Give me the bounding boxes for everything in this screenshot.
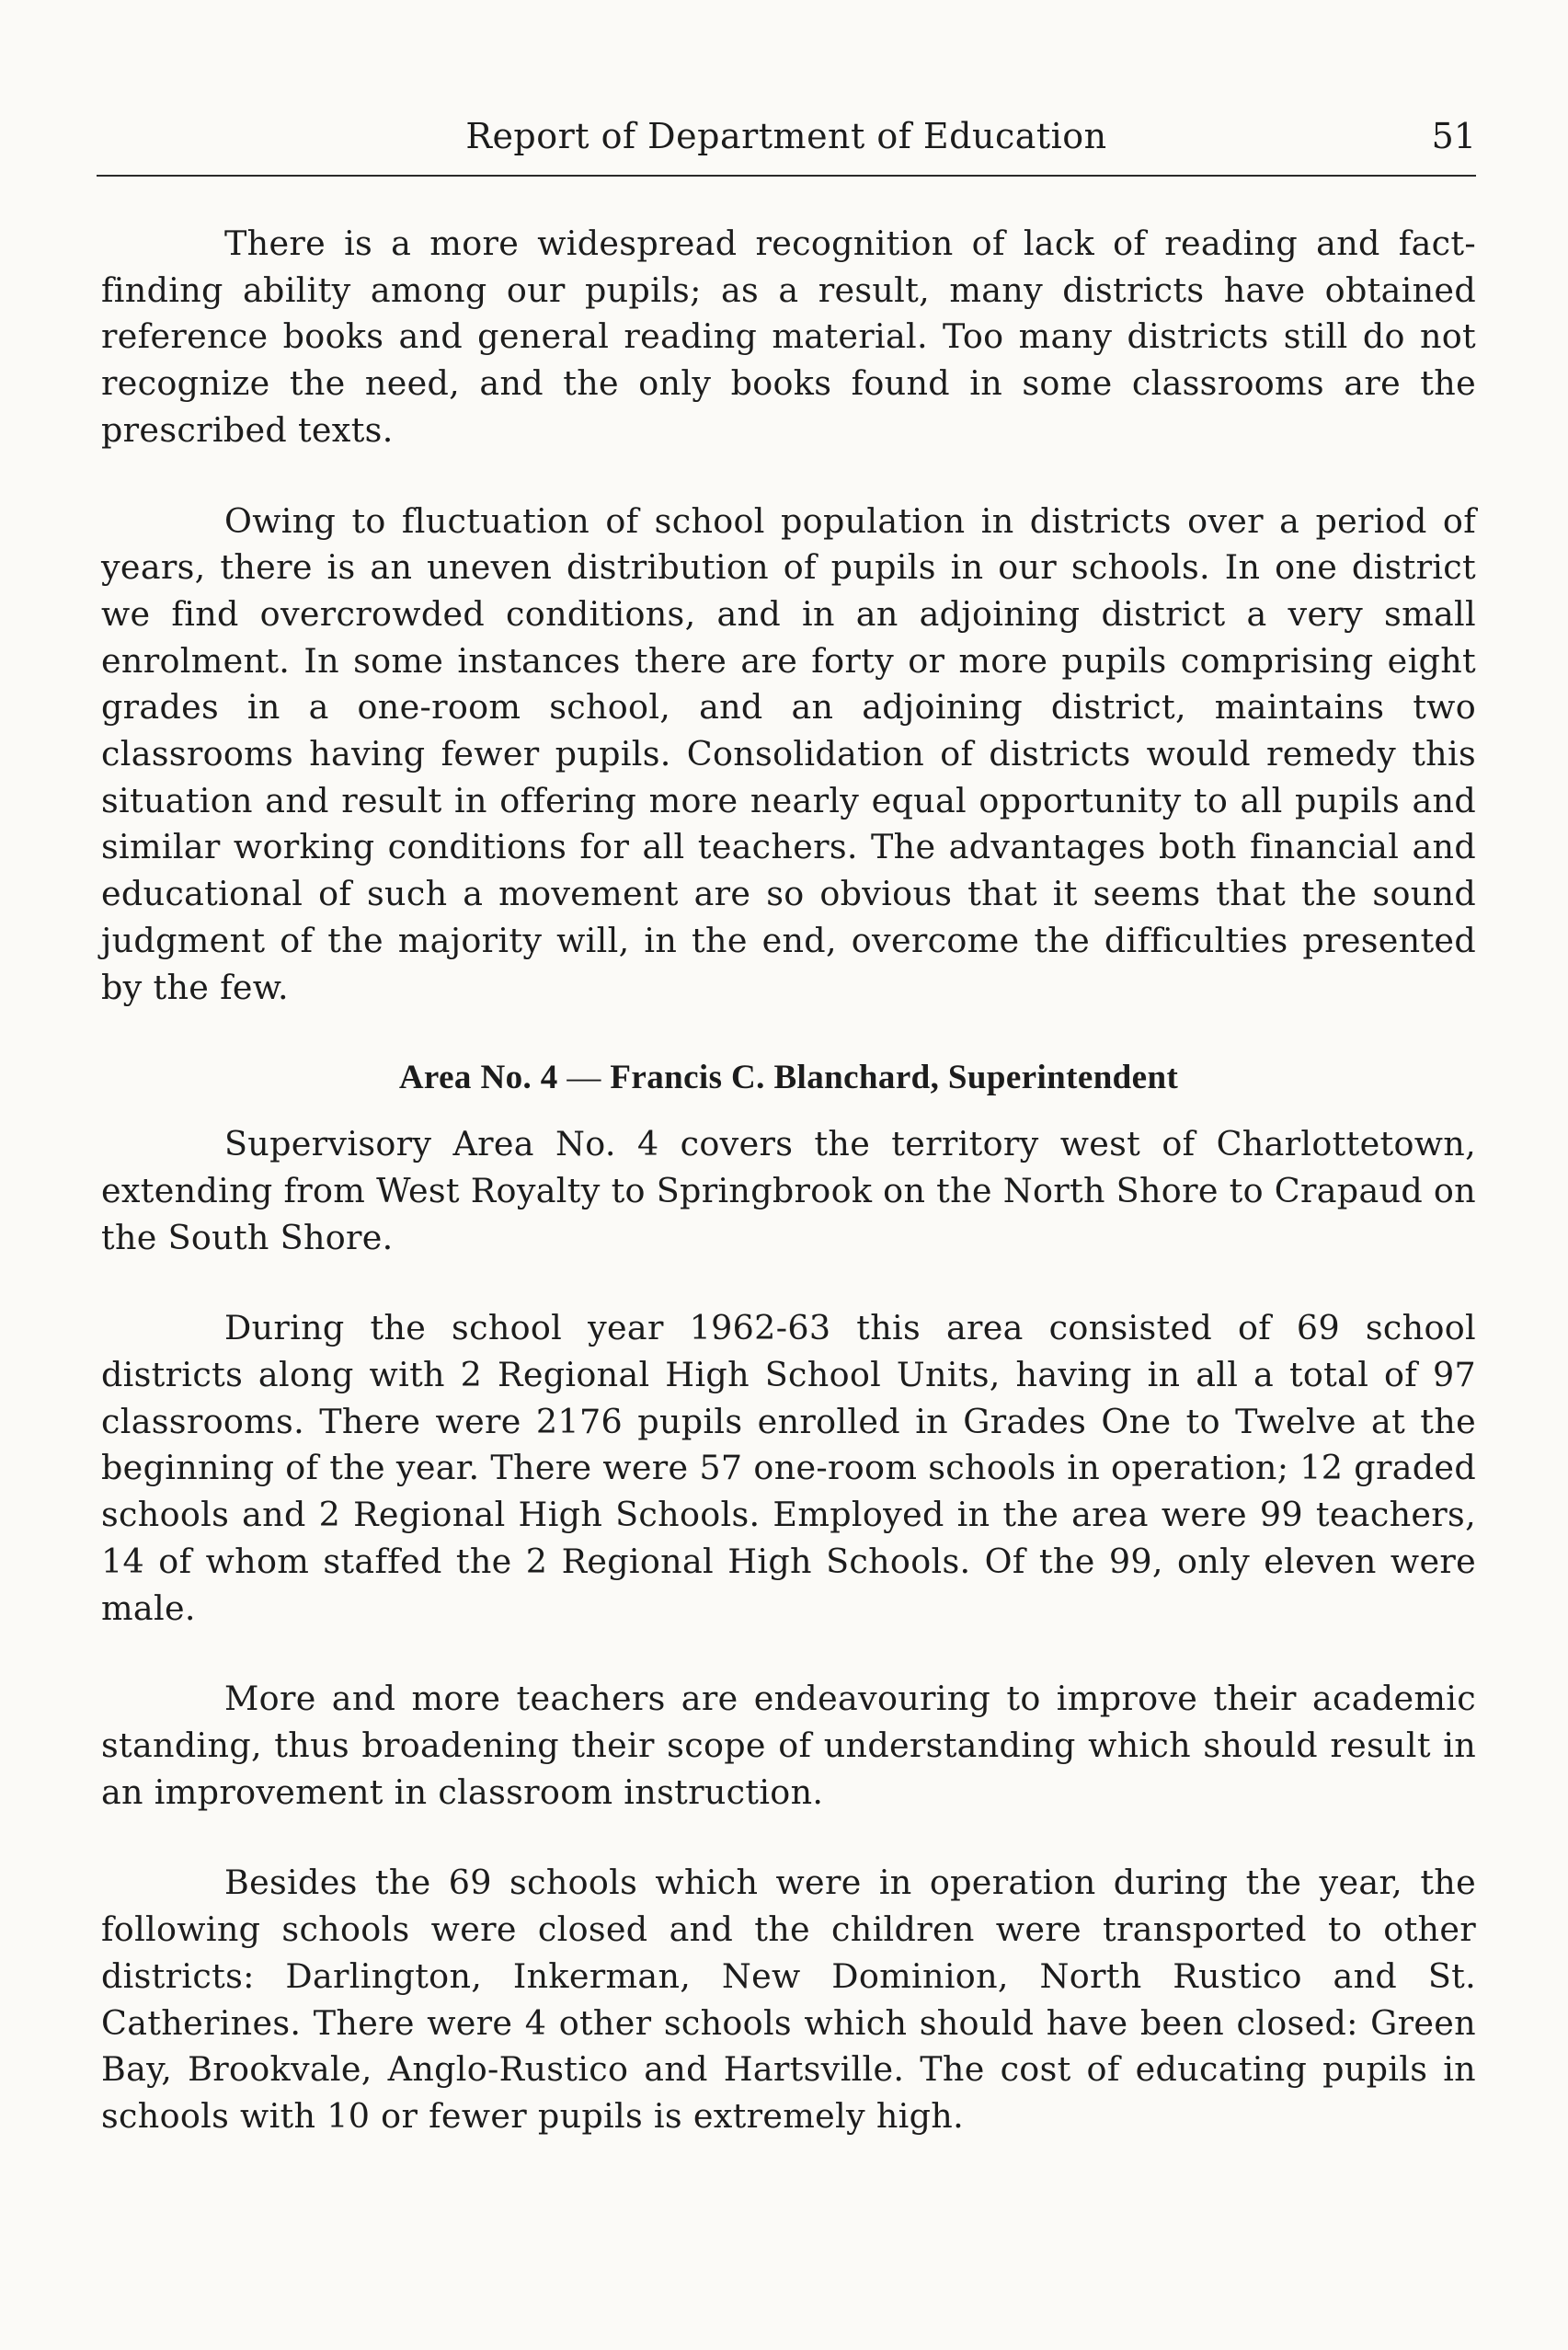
paragraph-school-year-statistics: During the school year 1962-63 this area consisted of 69 school districts along with 2 Regional High School Units, having in all a total of 97 classrooms. There were 2176 pupils enrolled in Grades One to Twelve at the beginning of the year. There were 57 one-room schools in operation; 12 graded schools and 2 Regional High Schools. Employed in the area were 99 teachers, 14 of whom staffed the 2 Regional High Schools. Of the 99, only eleven were male.	[101, 1308, 1476, 1628]
area-label: Area No. 4	[398, 1059, 558, 1097]
paragraph-teacher-standing: More and more teachers are endeavouring to improve their academic standing, thus broadening their scope of understanding which should result in an improvement in classroom instruction.	[101, 1679, 1476, 1812]
running-title: Report of Department of Education	[465, 116, 1107, 156]
superintendent-name: Francis C. Blanchard, Superintendent	[610, 1059, 1179, 1097]
page-body	[101, 221, 1476, 2184]
page-number: 51	[1431, 116, 1476, 156]
header-rule	[97, 175, 1476, 177]
paragraph-school-population: Owing to fluctuation of school population in districts over a period of years, there is an uneven distribution of pupils in our schools. In one district we find overcrowded conditions, and in an adjoining district a very small enrolment. In some instances there are forty or more pupils comprising eight grades in a one-room school, and an adjoining district, maintains two classrooms having fewer pupils. Consolidation of districts would remedy this situation and result in offering more nearly equal opportunity to all pupils and similar working conditions for all teachers. The advantages both financial and educational of such a movement are so obvious that it seems that the sound judgment of the majority will, in the end, overcome the difficulties presented by the few.	[101, 500, 1476, 1007]
section-heading-area-4	[101, 1055, 1476, 1101]
paragraph-closed-schools: Besides the 69 schools which were in operation during the year, the following schools were closed and the children were transported to other districts: Darlington, Inkerman, New Dominion, North Rustico and St. Catherines. There were 4 other schools which should have been closed: Green Bay, Brookvale, Anglo-Rustico and Hartsville. The cost of educating pupils in schools with 10 or fewer pupils is extremely high.	[101, 1863, 1476, 2136]
heading-separator: —	[567, 1059, 601, 1097]
paragraph-area-territory: Supervisory Area No. 4 covers the territory west of Charlottetown, extending from West Royalty to Springbrook on the North Shore to Crapaud on the South Shore.	[101, 1124, 1476, 1257]
page-header	[97, 109, 1476, 164]
paragraph-reading-materials: There is a more widespread recognition of lack of reading and fact-finding ability among our pupils; as a result, many districts have obtained reference books and general reading material. Too many districts still do not recognize the need, and the only books found in some classrooms are the prescribed texts.	[101, 224, 1476, 450]
